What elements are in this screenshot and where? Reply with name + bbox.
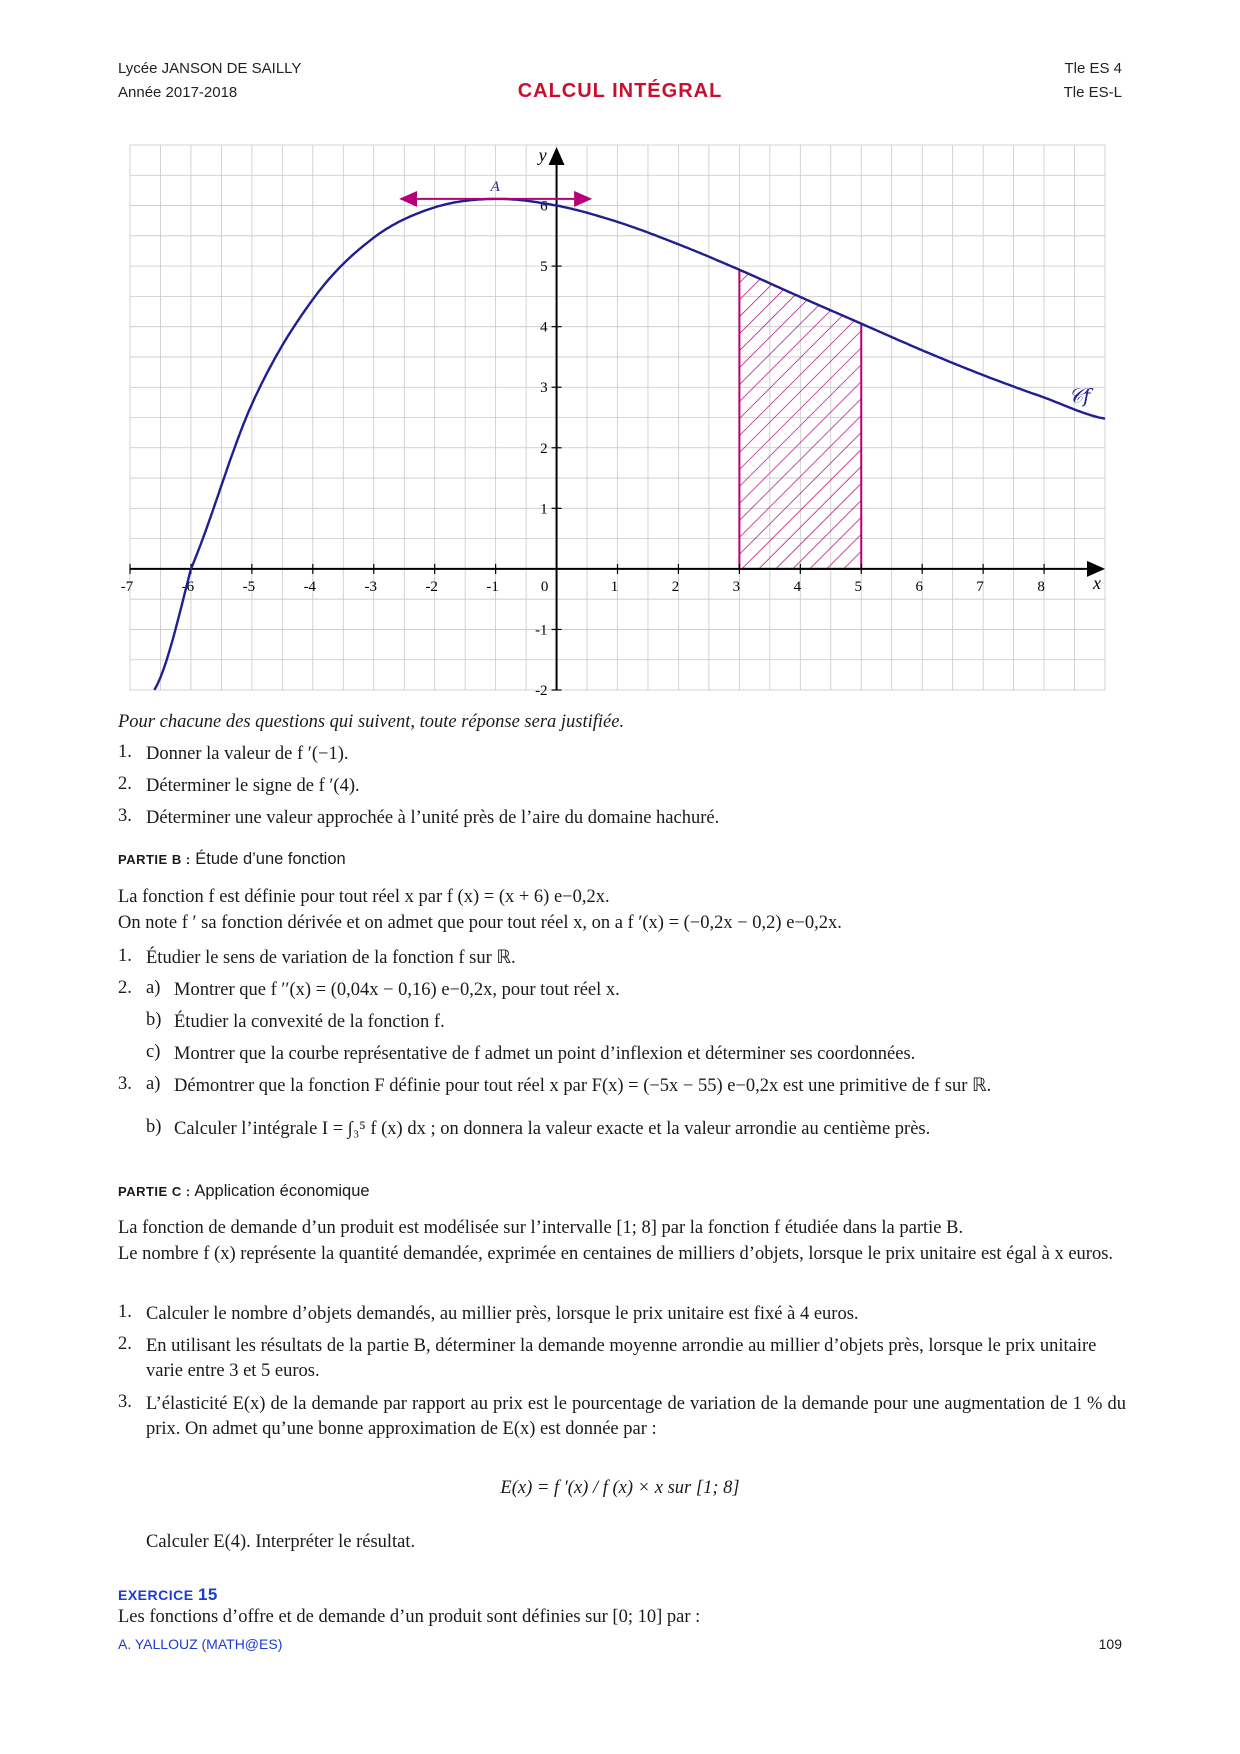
qC3-text: L’élasticité E(x) de la demande par rapport au prix est le pourcentage de variation de la demande pour une augmentation de 1 % du prix. On admet qu’une bonne approximation de E(x) est donnée par :: [146, 1394, 1126, 1439]
qB2a-text: Montrer que f ′′(x) = (0,04x − 0,16) e−0,2x, pour tout réel x.: [174, 980, 620, 1000]
x-tick-label: -4: [303, 578, 317, 595]
partC-title: Application économique: [194, 1182, 370, 1200]
qA2-text: Déterminer le signe de f ′(4).: [146, 776, 360, 796]
x-axis-label: x: [1093, 572, 1101, 593]
qA3-num: 3.: [118, 806, 132, 826]
x-tick-label: 5: [854, 578, 862, 595]
y-tick-label: 2: [540, 440, 548, 457]
exercise-number: 15: [197, 1585, 218, 1604]
y-tick-label: 6: [540, 198, 548, 215]
qB2a-letter: a): [146, 978, 161, 998]
x-tick-label: 4: [793, 578, 802, 595]
footer-author: A. YALLOUZ (MATH@ES): [118, 1636, 283, 1652]
class-label-1: [1064, 60, 1122, 77]
point-a-label: A: [490, 178, 500, 195]
intro-text: Pour chacune des questions qui suivent, toute réponse sera justifiée.: [118, 712, 625, 732]
x-tick-label: 7: [976, 578, 984, 595]
qC3-num: 3.: [118, 1392, 132, 1412]
partC-p2: Le nombre f (x) représente la quantité demandée, exprimée en centaines de milliers d’objets, lorsque le prix unitaire est égal à x euros.: [118, 1244, 1114, 1264]
qA2-num: 2.: [118, 774, 132, 794]
qB2c-text: Montrer que la courbe représentative de f admet un point d’inflexion et déterminer ses coordonnées.: [174, 1044, 916, 1064]
x-tick-label: 3: [732, 578, 741, 595]
y-tick-label: 3: [540, 380, 548, 397]
qB3b-text: Calculer l’intégrale I = ∫₃⁵ f (x) dx ; on donnera la valeur exacte et la valeur arrondie au centième près.: [174, 1119, 931, 1139]
y-tick-label: -1: [535, 622, 548, 639]
partB-line1: La fonction f est définie pour tout réel x par f (x) = (x + 6) e−0,2x.: [118, 887, 610, 907]
partC-label: PARTIE C :: [118, 1184, 191, 1199]
x-tick-label: -3: [364, 578, 377, 595]
partB-line2: On note f ′ sa fonction dérivée et on admet que pour tout réel x, on a f ′(x) = (−0,2x − 0,2) e−0,2x.: [118, 913, 842, 933]
function-graph: [120, 145, 1105, 699]
qC2-text: En utilisant les résultats de la partie B, déterminer la demande moyenne arrondie au millier d’objets près, lorsque le prix unitaire varie entre 3 et 5 euros.: [146, 1336, 1097, 1381]
x-tick-label: -6: [181, 578, 195, 595]
curve-cf: [154, 199, 1105, 690]
qB2c-letter: c): [146, 1042, 161, 1062]
qB1-text: Étudier le sens de variation de la fonction f sur ℝ.: [146, 948, 516, 968]
qA3-text: Déterminer une valeur approchée à l’unité près de l’aire du domaine hachuré.: [146, 808, 720, 828]
qA1-num: 1.: [118, 742, 132, 762]
y-tick-label: -2: [535, 683, 548, 699]
x-tick-label: 6: [915, 578, 923, 595]
x-tick-label: -2: [425, 578, 438, 595]
class-label-2: [1064, 84, 1122, 101]
qC3-end: Calculer E(4). Interpréter le résultat.: [146, 1532, 416, 1552]
partC-p1: La fonction de demande d’un produit est modélisée sur l’intervalle [1; 8] par la fonction f étudiée dans la partie B.: [118, 1218, 964, 1238]
x-tick-label: 0: [540, 578, 549, 595]
qB3a-letter: a): [146, 1074, 161, 1094]
y-tick-label: 1: [540, 501, 548, 518]
qC1-text: Calculer le nombre d’objets demandés, au millier près, lorsque le prix unitaire est fixé à 4 euros.: [146, 1304, 859, 1324]
class-2-text: Tle ES-L: [1063, 84, 1122, 101]
qB2b-letter: b): [146, 1010, 162, 1030]
qC1-num: 1.: [118, 1302, 132, 1322]
x-tick-label: 1: [610, 578, 619, 595]
curve-label: 𝒞f: [1068, 383, 1091, 408]
ex15-intro: Les fonctions d’offre et de demande d’un produit sont définies sur [0; 10] par :: [118, 1607, 701, 1627]
qC2-num: 2.: [118, 1334, 132, 1354]
qB3a-text: Démontrer que la fonction F définie pour tout réel x par F(x) = (−5x − 55) e−0,2x est une primitive de f sur ℝ.: [174, 1076, 992, 1096]
partB-label: PARTIE B :: [118, 852, 191, 867]
partB-heading: [118, 850, 346, 869]
exercise-label: EXERCICE: [118, 1587, 194, 1603]
school-year: Année 2017-2018: [118, 84, 238, 101]
school-name: Lycée JANSON DE SAILLY: [118, 60, 302, 77]
class-1-text: Tle ES 4: [1064, 60, 1122, 77]
qA1-text: Donner la valeur de f ′(−1).: [146, 744, 349, 764]
qB3-num: 3.: [118, 1074, 132, 1094]
x-tick-label: 8: [1037, 578, 1045, 595]
qB2-num: 2.: [118, 978, 132, 998]
footer-page: 109: [1098, 1636, 1122, 1652]
partC-heading: [118, 1182, 370, 1201]
x-tick-label: 2: [671, 578, 680, 595]
partB-title: Étude d’une fonction: [195, 850, 346, 868]
y-tick-label: 4: [540, 319, 548, 336]
qB2b-text: Étudier la convexité de la fonction f.: [174, 1012, 445, 1032]
exercise-heading: [118, 1585, 218, 1605]
y-axis-label: y: [538, 145, 547, 165]
page-title: CALCUL INTÉGRAL: [517, 80, 723, 102]
x-tick-label: -5: [242, 578, 256, 595]
y-tick-label: 5: [540, 259, 548, 276]
x-tick-label: -1: [486, 578, 499, 595]
x-tick-label: -7: [120, 578, 134, 595]
qB3b-letter: b): [146, 1117, 162, 1137]
qB1-num: 1.: [118, 946, 132, 966]
elasticity-formula: E(x) = f ′(x) / f (x) × x sur [1; 8]: [500, 1478, 740, 1498]
